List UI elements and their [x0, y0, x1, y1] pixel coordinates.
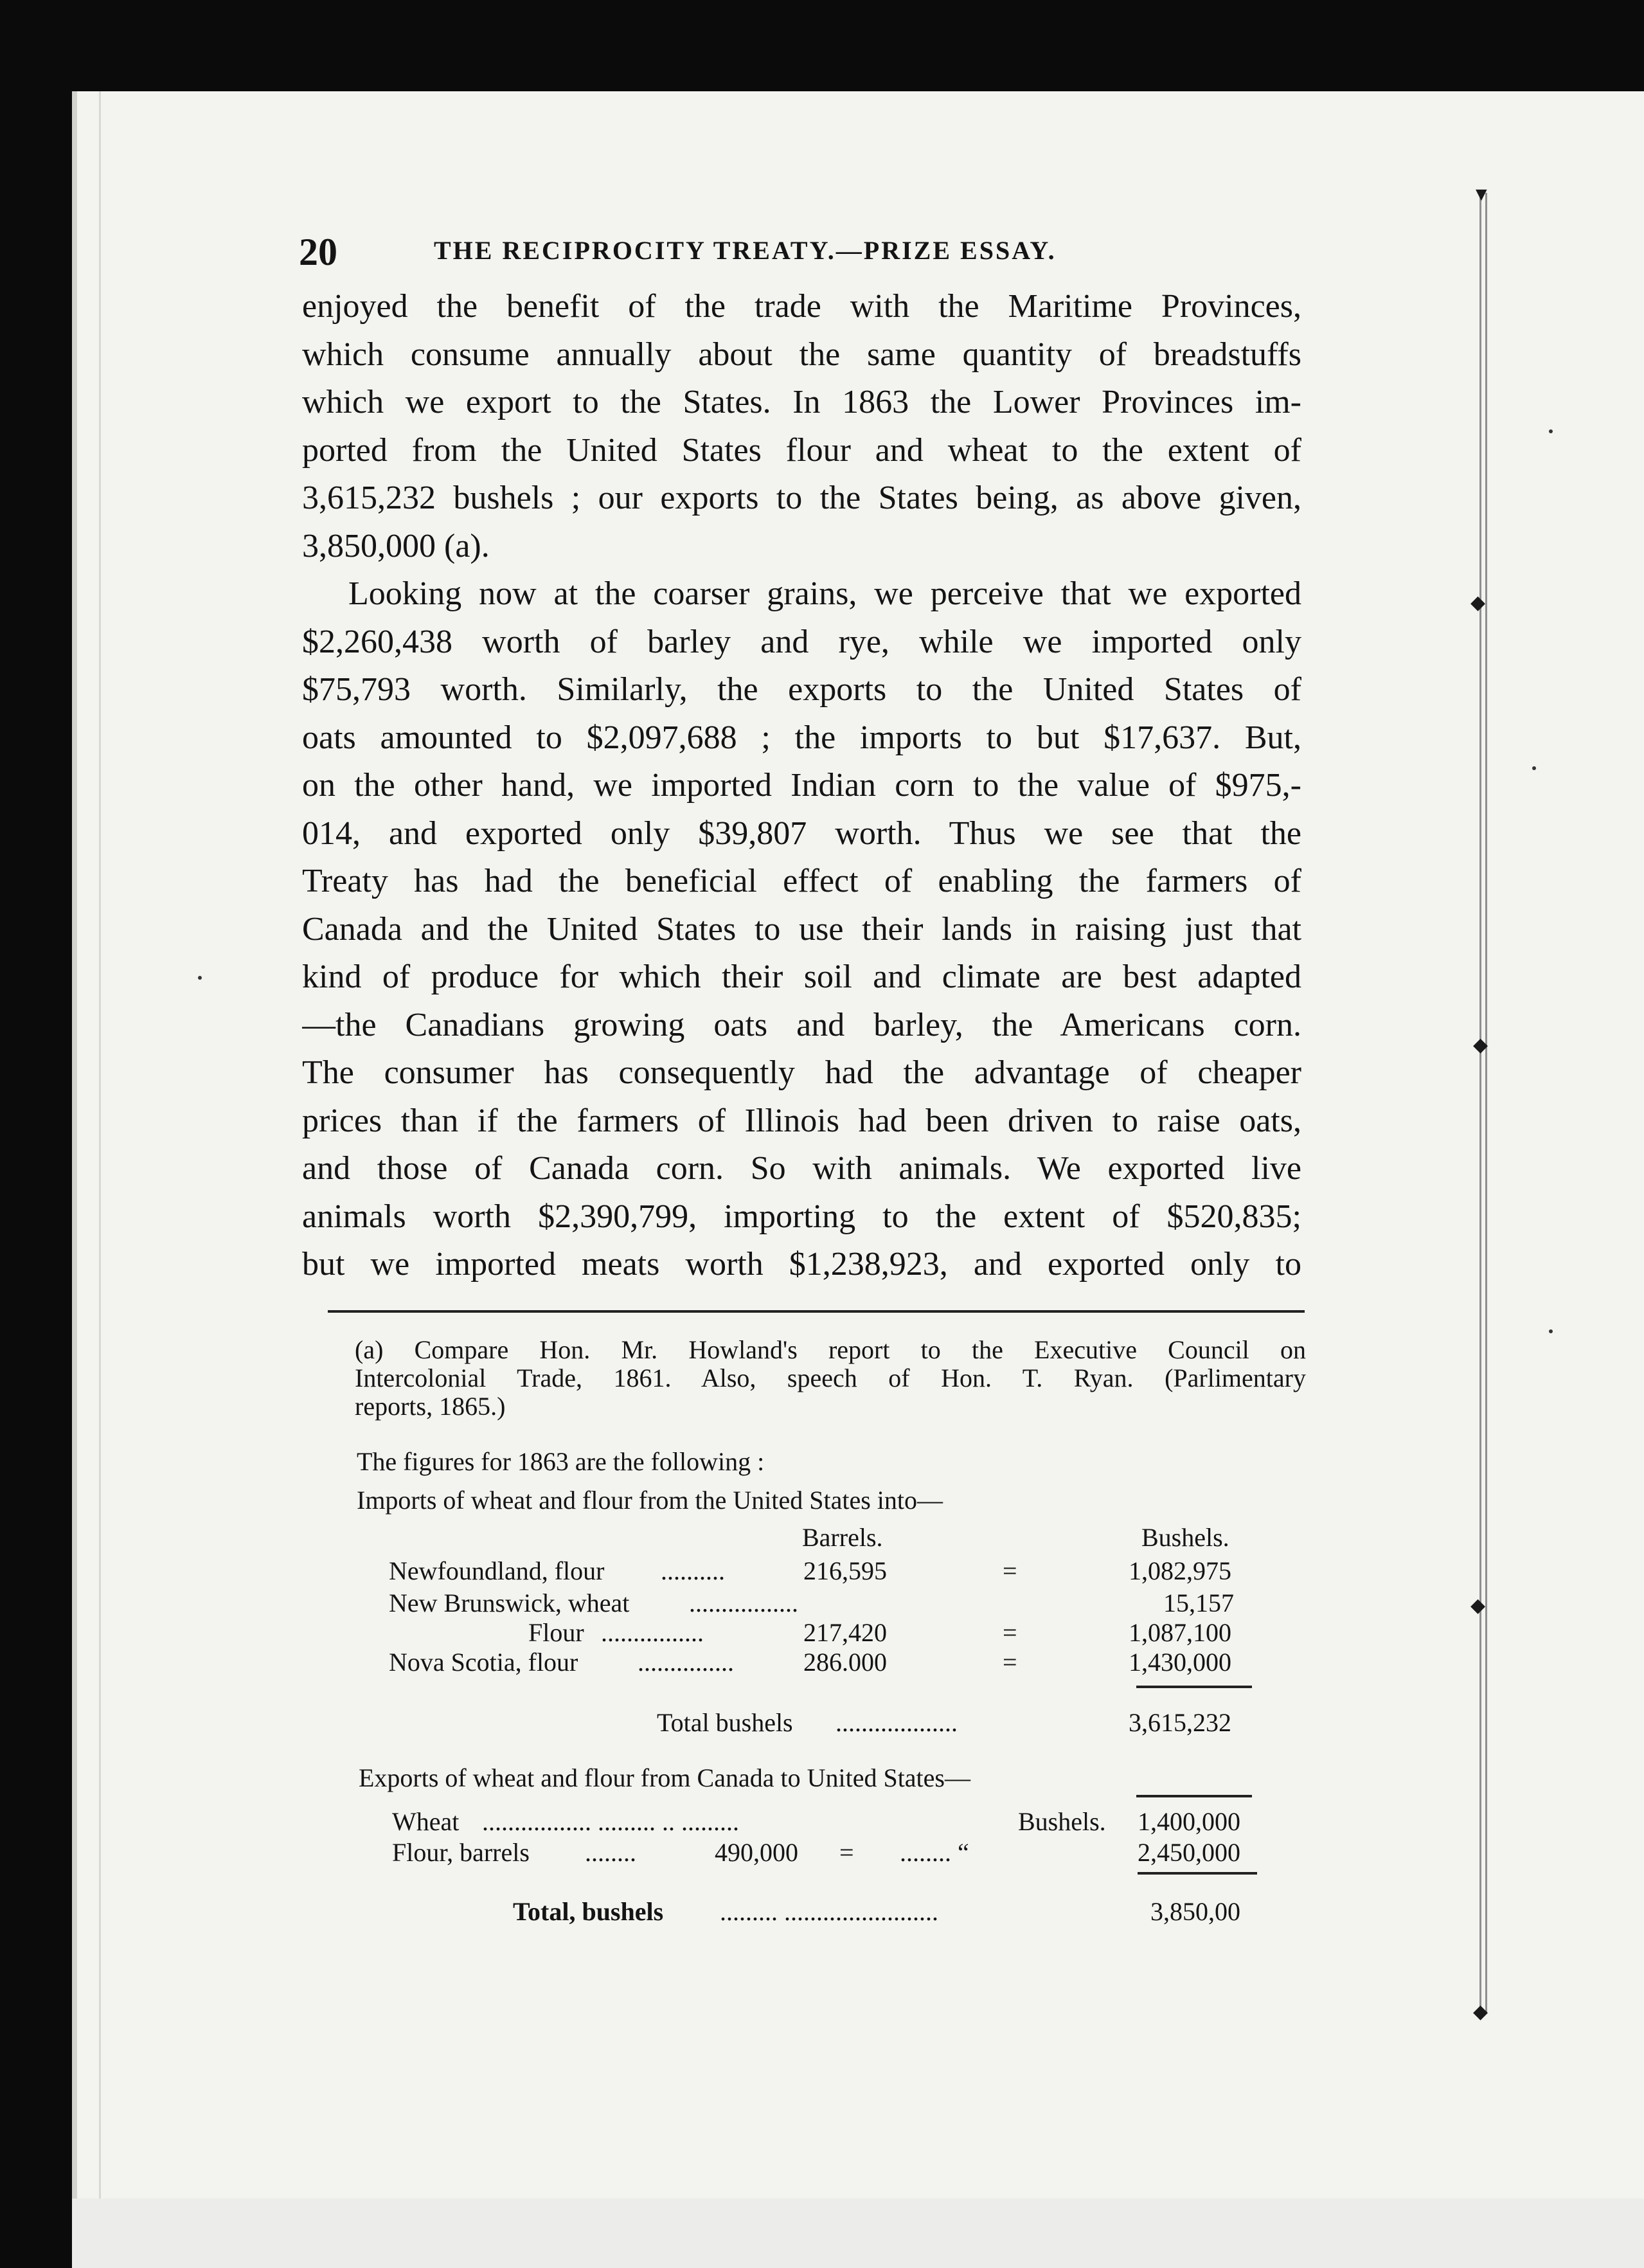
- leader-dots: ......... ........................: [720, 1897, 938, 1926]
- import-row-bushels: 1,430,000: [1129, 1648, 1231, 1677]
- binding-mark: ▼: [1472, 184, 1491, 205]
- import-row-label: Newfoundland, flour: [389, 1556, 605, 1585]
- paper-speck: [198, 976, 202, 980]
- text-line: $2,260,438 worth of barley and rye, while we imported only: [302, 623, 1301, 660]
- binding-mark: ◆: [1470, 1595, 1486, 1616]
- text-line: but we imported meats worth $1,238,923, and exported only to: [302, 1246, 1301, 1282]
- text-line: $75,793 worth. Similarly, the exports to the United States of: [302, 671, 1301, 708]
- leader-dots: ................. ......... .. .........: [482, 1807, 739, 1836]
- binding-mark: ◆: [1473, 1034, 1488, 1056]
- text-line: 3,615,232 bushels ; our exports to the States being, as above given,: [302, 480, 1301, 516]
- text-line: ported from the United States flour and wheat to the extent of: [302, 431, 1301, 469]
- text-line: enjoyed the benefit of the trade with the Maritime Provinces,: [302, 288, 1301, 325]
- exports-title: Exports of wheat and flour from Canada to United States—: [359, 1763, 970, 1792]
- footnote-rule: [328, 1310, 1305, 1313]
- footnote-line: (a) Compare Hon. Mr. Howland's report to the Executive Council on: [355, 1336, 1306, 1364]
- equals-sign: =: [1003, 1648, 1017, 1677]
- footnote: [355, 1336, 1306, 1421]
- text-line: and those of Canada corn. So with animals. We exported live: [302, 1150, 1301, 1187]
- text-line: on the other hand, we imported Indian corn to the value of $975,-: [302, 767, 1301, 804]
- import-row-barrels: 216,595: [803, 1556, 887, 1585]
- text-line: 3,850,000 (a).: [302, 527, 490, 564]
- import-row-barrels: 286.000: [803, 1648, 887, 1677]
- column-header-bushels: Bushels.: [1141, 1523, 1229, 1552]
- text-line: which we export to the States. In 1863 the Lower Provinces im-: [302, 384, 1301, 420]
- running-head: THE RECIPROCITY TREATY.—PRIZE ESSAY.: [434, 236, 1057, 265]
- exports-total: 3,850,00: [1150, 1897, 1240, 1926]
- leader-dots: ...................: [835, 1708, 958, 1737]
- export-row-label: Wheat: [392, 1807, 460, 1836]
- footnote-line: Intercolonial Trade, 1861. Also, speech of Hon. T. Ryan. (Parlimentary: [355, 1364, 1306, 1392]
- leader-dots: ..........: [661, 1556, 725, 1585]
- export-row-bushels: 2,450,000: [1138, 1838, 1240, 1867]
- text-line: kind of produce for which their soil and climate are best adapted: [302, 959, 1301, 995]
- text-line: which consume annually about the same quantity of breadstuffs: [302, 336, 1301, 373]
- leader-dots: ...............: [638, 1648, 734, 1677]
- export-row-label: Flour, barrels: [392, 1838, 530, 1867]
- import-row-label: Flour: [528, 1618, 584, 1647]
- page-header: [299, 230, 1301, 275]
- text-line: oats amounted to $2,097,688 ; the imports to but $17,637. But,: [302, 719, 1301, 756]
- imports-total-label: Total bushels: [657, 1708, 793, 1737]
- import-row-bushels: 1,082,975: [1129, 1556, 1231, 1585]
- imports-total: 3,615,232: [1129, 1708, 1231, 1737]
- body-text: [302, 283, 1301, 1289]
- text-line: prices than if the farmers of Illinois had been driven to raise oats,: [302, 1102, 1301, 1139]
- page-number: 20: [299, 231, 337, 273]
- export-row-unit: ........ “: [900, 1838, 969, 1867]
- sum-rule: [1136, 1686, 1252, 1688]
- column-header-barrels: Barrels.: [802, 1523, 883, 1552]
- paper-speck: [1549, 1329, 1553, 1333]
- text-line: The consumer has consequently had the advantage of cheaper: [302, 1054, 1301, 1091]
- binding-mark: ◆: [1473, 2001, 1488, 2022]
- import-row-label: New Brunswick, wheat: [389, 1589, 630, 1617]
- page-bottom-margin: [72, 2199, 1644, 2268]
- leader-dots: ........: [585, 1838, 636, 1867]
- exports-total-label: Total, bushels: [513, 1897, 664, 1926]
- import-row-label: Nova Scotia, flour: [389, 1648, 578, 1677]
- sum-rule: [1138, 1872, 1257, 1875]
- binding-mark: ◆: [1470, 592, 1486, 613]
- export-row-bushels: 1,400,000: [1138, 1807, 1240, 1836]
- paper-speck: [1549, 429, 1553, 433]
- figures-intro: The figures for 1863 are the following :: [357, 1447, 765, 1476]
- export-row-unit: Bushels.: [1018, 1807, 1106, 1836]
- text-line: 014, and exported only $39,807 worth. Thus we see that the: [302, 815, 1301, 852]
- leader-dots: .................: [689, 1589, 798, 1617]
- equals-sign: =: [839, 1838, 854, 1867]
- import-row-bushels: 15,157: [1163, 1589, 1234, 1617]
- footnote-line: reports, 1865.): [355, 1392, 506, 1421]
- text-line: Looking now at the coarser grains, we perceive that we exported: [348, 575, 1301, 612]
- import-row-barrels: 217,420: [803, 1618, 887, 1647]
- text-line: —the Canadians growing oats and barley, the Americans corn.: [302, 1006, 1301, 1043]
- equals-sign: =: [1003, 1618, 1017, 1647]
- leader-dots: ................: [601, 1618, 704, 1647]
- equals-sign: =: [1003, 1556, 1017, 1585]
- binding-edge: [1479, 193, 1487, 2012]
- paper-speck: [1532, 766, 1536, 770]
- text-line: Treaty has had the beneficial effect of enabling the farmers of: [302, 863, 1301, 899]
- export-row-barrels: 490,000: [715, 1838, 798, 1867]
- import-row-bushels: 1,087,100: [1129, 1618, 1231, 1647]
- imports-title: Imports of wheat and flour from the United States into—: [357, 1486, 943, 1515]
- sum-rule: [1136, 1795, 1252, 1797]
- text-line: animals worth $2,390,799, importing to the extent of $520,835;: [302, 1198, 1301, 1235]
- text-line: Canada and the United States to use their lands in raising just that: [302, 910, 1301, 948]
